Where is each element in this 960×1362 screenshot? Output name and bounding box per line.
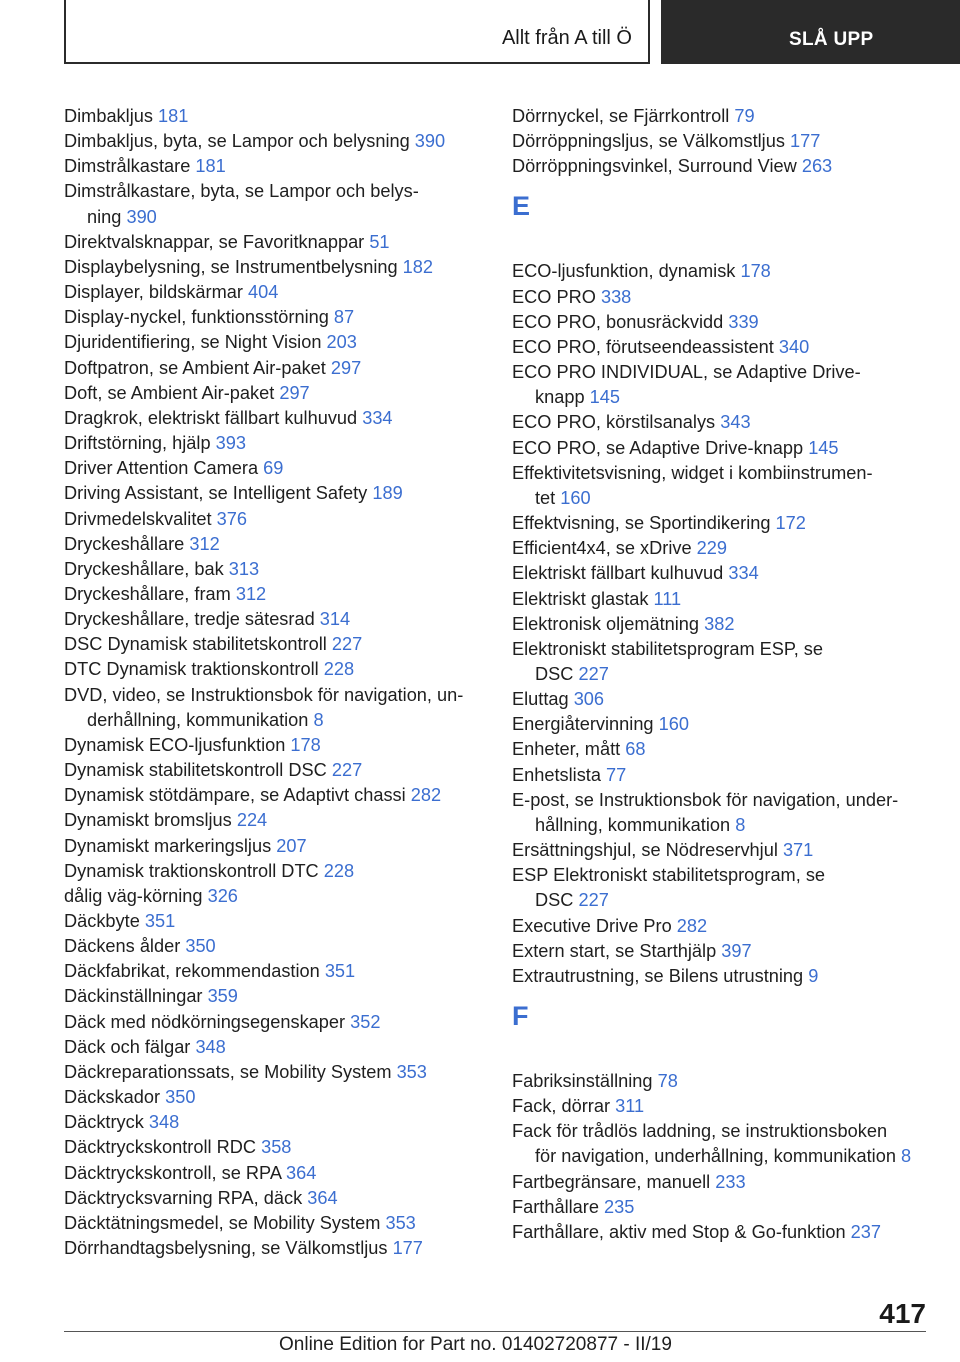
edition-text: Online Edition for Part no. 01402720877 - II/19 <box>279 1334 672 1355</box>
index-entry <box>64 1161 484 1186</box>
page-reference-link[interactable]: 145 <box>808 437 839 458</box>
page-reference-link[interactable]: 371 <box>782 840 814 861</box>
index-entry <box>512 612 932 637</box>
page-reference-link[interactable]: 350 <box>185 936 216 957</box>
page-reference-link[interactable]: 364 <box>307 1187 338 1208</box>
index-entry <box>512 285 932 310</box>
index-entry <box>512 461 932 511</box>
index-entry-text: Eluttag <box>512 689 569 710</box>
index-entry <box>64 1010 484 1035</box>
index-entry <box>512 335 932 360</box>
page-reference-link[interactable]: 203 <box>326 332 357 353</box>
index-entry-text: ECO PRO, se Adaptive Drive-knapp <box>512 437 804 458</box>
index-entry-text: Däck med nödkörningsegenskaper <box>64 1011 346 1032</box>
page-reference-link[interactable]: 228 <box>323 659 355 680</box>
index-entry-text: Fack för trådlös laddning, se instruktionsboken <box>512 1121 888 1142</box>
index-entry-text: Driftstörning, hjälp <box>64 433 211 454</box>
index-entry-text: Extrautrustning, se Bilens utrustning <box>512 965 804 986</box>
page-reference-link[interactable]: 8 <box>313 709 324 730</box>
page-reference-link[interactable]: 181 <box>195 156 226 177</box>
index-entry-text: Däcktryckskontroll RDC <box>64 1137 257 1158</box>
index-entry <box>512 1094 932 1119</box>
page-reference-link[interactable]: 339 <box>728 311 759 332</box>
index-entry-text: DSC <box>535 890 574 911</box>
index-entry <box>64 381 484 406</box>
index-entry-text: Dryckeshållare, bak <box>64 558 224 579</box>
index-entry <box>512 737 932 762</box>
index-entry-text: Drivmedelskvalitet <box>64 508 212 529</box>
index-entry-text: Display-nyckel, funktionsstörning <box>64 307 329 328</box>
index-entry <box>512 1195 932 1220</box>
index-entry-text: DVD, video, se Instruktionsbok för navigation, un- <box>64 684 464 705</box>
page-reference-link[interactable]: 314 <box>319 609 351 630</box>
page-reference-link[interactable]: 353 <box>385 1212 416 1233</box>
page-reference-link[interactable]: 348 <box>195 1036 226 1057</box>
index-entry <box>64 1085 484 1110</box>
index-entry-text: Dragkrok, elektriskt fällbart kulhuvud <box>64 407 358 428</box>
page-reference-link[interactable]: 177 <box>392 1238 423 1259</box>
index-entry-text: Däckskador <box>64 1087 161 1108</box>
index-entry-text: Energiåtervinning <box>512 714 654 735</box>
page-reference-link[interactable]: 189 <box>372 483 403 504</box>
index-entry <box>64 481 484 506</box>
index-entry <box>64 507 484 532</box>
index-entry <box>512 259 932 284</box>
index-entry <box>64 230 484 255</box>
index-entry <box>64 959 484 984</box>
index-entry <box>64 1110 484 1135</box>
page-reference-link[interactable]: 227 <box>331 760 363 781</box>
index-entry-text: Däckbyte <box>64 911 140 931</box>
index-entry-text: Dörröppningsvinkel, Surround View <box>512 156 797 177</box>
index-entry-text: Däcktätningsmedel, se Mobility System <box>64 1212 381 1233</box>
index-column-left <box>64 104 484 1261</box>
page-reference-link[interactable]: 353 <box>396 1061 427 1082</box>
index-entry <box>64 431 484 456</box>
page-reference-link[interactable]: 78 <box>657 1071 678 1091</box>
index-entry <box>64 532 484 557</box>
page-reference-link[interactable]: 263 <box>801 156 833 177</box>
page-reference-link[interactable]: 351 <box>144 911 176 931</box>
index-entry <box>512 763 932 788</box>
page-reference-link[interactable]: 227 <box>578 663 609 684</box>
az-index-tab-label: Allt från A till Ö <box>501 27 632 49</box>
index-entry-text: Ersättningshjul, se Nödreservhjul <box>512 840 778 861</box>
page-reference-link[interactable]: 282 <box>676 915 708 936</box>
page-reference-link[interactable]: 69 <box>263 458 284 479</box>
index-entry-text: ESP Elektroniskt stabilitetsprogram, se <box>512 865 826 886</box>
index-entry-text: Doft, se Ambient Air-paket <box>64 382 275 403</box>
page-reference-link[interactable]: 160 <box>658 714 689 735</box>
index-entry <box>64 356 484 381</box>
page-reference-link[interactable]: 297 <box>330 357 362 378</box>
index-entry <box>64 632 484 657</box>
index-entry <box>64 1035 484 1060</box>
index-entry-text: hållning, kommunikation <box>535 814 731 835</box>
page-reference-link[interactable]: 145 <box>589 387 620 408</box>
index-entry-text: Däcktrycksvarning RPA, däck <box>64 1187 303 1208</box>
index-entry-text: DSC <box>535 663 574 684</box>
index-entry <box>64 179 484 229</box>
section-letter-heading: E <box>512 191 531 222</box>
index-entry <box>64 934 484 959</box>
index-entry <box>64 909 484 934</box>
page-reference-link[interactable]: 233 <box>715 1171 746 1192</box>
page-reference-link[interactable]: 111 <box>653 588 682 609</box>
index-entry-text: ECO PRO, bonusräckvidd <box>512 311 724 332</box>
index-entry <box>512 1170 932 1195</box>
index-entry-text: Enheter, mått <box>512 739 621 760</box>
page-reference-link[interactable]: 8 <box>735 814 746 835</box>
section-spacer <box>512 233 932 259</box>
index-entry <box>512 410 932 435</box>
page-reference-link[interactable]: 313 <box>228 558 260 579</box>
index-entry <box>64 1060 484 1085</box>
index-entry-text: Direktvalsknappar, se Favoritknappar <box>64 231 365 252</box>
page-reference-link[interactable]: 376 <box>216 508 247 529</box>
index-entry <box>64 557 484 582</box>
page-reference-link[interactable]: 297 <box>279 382 310 403</box>
section-spacer <box>512 1043 932 1069</box>
index-entry <box>512 838 932 863</box>
index-entry-text: ECO PRO, förutseendeassistent <box>512 336 774 357</box>
index-entry-text: Dynamiskt bromsljus <box>64 810 232 831</box>
index-entry-text: Elektriskt glastak <box>512 588 649 609</box>
page-reference-link[interactable]: 227 <box>578 890 609 911</box>
index-entry <box>512 104 932 129</box>
index-entry-text: för navigation, underhållning, kommunikation <box>535 1146 896 1167</box>
index-entry-text: Dynamiskt markeringsljus <box>64 835 272 856</box>
page-reference-link[interactable]: 160 <box>560 487 591 508</box>
page-reference-link[interactable]: 79 <box>734 106 755 126</box>
index-entry-text: Doftpatron, se Ambient Air-paket <box>64 357 326 378</box>
index-entry <box>512 360 932 410</box>
index-entry <box>64 683 484 733</box>
index-entry <box>64 255 484 280</box>
index-entry-text: Dryckeshållare, fram <box>64 583 231 604</box>
page-reference-link[interactable]: 358 <box>261 1137 292 1158</box>
page-reference-link[interactable]: 393 <box>215 433 246 454</box>
index-entry <box>512 436 932 461</box>
index-entry <box>512 1220 932 1245</box>
index-entry <box>512 687 932 712</box>
az-index-tab[interactable] <box>64 0 650 64</box>
index-entry <box>512 914 932 939</box>
index-entry-text: Executive Drive Pro <box>512 915 672 936</box>
index-entry-text: Dörrhandtagsbelysning, se Välkomstljus <box>64 1238 388 1259</box>
index-entry <box>64 733 484 758</box>
index-entry <box>64 783 484 808</box>
page-reference-link[interactable]: 338 <box>600 286 632 307</box>
index-entry-text: Displaybelysning, se Instrumentbelysning <box>64 256 398 277</box>
index-entry-text: Dörrnyckel, se Fjärrkontroll <box>512 106 730 126</box>
index-entry-text: DTC Dynamisk traktionskontroll <box>64 659 319 680</box>
index-entry-text: Dynamisk stabilitetskontroll DSC <box>64 760 327 781</box>
page-reference-link[interactable]: 306 <box>573 689 605 710</box>
index-entry <box>512 939 932 964</box>
index-entry <box>64 758 484 783</box>
index-entry-text: Driver Attention Camera <box>64 458 259 479</box>
page-reference-link[interactable]: 352 <box>350 1011 381 1032</box>
index-entry-text: tet <box>535 487 556 508</box>
page-reference-link[interactable]: 390 <box>126 206 157 227</box>
index-entry-text: knapp <box>535 387 585 408</box>
page-reference-link[interactable]: 51 <box>369 231 390 252</box>
index-entry-text: Farthållare, aktiv med Stop & Go-funktion <box>512 1221 846 1242</box>
page-reference-link[interactable]: 359 <box>207 986 238 1007</box>
index-entry <box>64 582 484 607</box>
page-reference-link[interactable]: 9 <box>808 965 819 986</box>
index-entry <box>64 1236 484 1261</box>
index-entry-text: Dimbakljus <box>64 106 153 126</box>
page-reference-link[interactable]: 178 <box>290 734 321 755</box>
index-entry-text: ECO PRO, körstilsanalys <box>512 412 716 433</box>
page-reference-link[interactable]: 390 <box>414 131 446 152</box>
index-entry-text: Däcktryck <box>64 1112 144 1133</box>
index-entry-text: Elektronisk oljemätning <box>512 613 700 634</box>
index-entry-text: Dörröppningsljus, se Välkomstljus <box>512 131 785 152</box>
page-reference-link[interactable]: 350 <box>165 1087 196 1108</box>
index-entry <box>512 310 932 335</box>
index-entry <box>512 587 932 612</box>
index-entry-text: Efficient4x4, se xDrive <box>512 538 692 559</box>
index-entry-text: ECO PRO <box>512 286 596 307</box>
index-entry-text: Extern start, se Starthjälp <box>512 940 717 961</box>
page-reference-link[interactable]: 8 <box>901 1146 912 1167</box>
page-reference-link[interactable]: 224 <box>236 810 268 831</box>
index-entry-text: DSC Dynamisk stabilitetskontroll <box>64 634 327 655</box>
index-entry-text: Dynamisk stötdämpare, se Adaptivt chassi <box>64 785 406 806</box>
index-entry <box>64 834 484 859</box>
index-entry-text: Elektroniskt stabilitetsprogram ESP, se <box>512 638 824 659</box>
index-entry <box>512 154 932 179</box>
index-entry <box>64 406 484 431</box>
index-entry <box>64 456 484 481</box>
index-entry <box>64 884 484 909</box>
page-reference-link[interactable]: 312 <box>235 583 267 604</box>
index-entry-text: Däckreparationssats, se Mobility System <box>64 1061 392 1082</box>
page-reference-link[interactable]: 397 <box>721 940 752 961</box>
page-reference-link[interactable]: 227 <box>331 634 363 655</box>
index-entry <box>64 129 484 154</box>
page-reference-link[interactable]: 68 <box>625 739 646 760</box>
index-entry <box>64 305 484 330</box>
index-column-right <box>512 104 932 1245</box>
index-entry-text: Dimbakljus, byta, se Lampor och belysning <box>64 131 410 152</box>
index-entry-text: ECO PRO INDIVIDUAL, se Adaptive Drive- <box>512 362 861 383</box>
index-entry <box>512 511 932 536</box>
index-entry <box>64 104 484 129</box>
footer-divider <box>64 1331 926 1332</box>
page-reference-link[interactable]: 382 <box>704 613 735 634</box>
index-entry <box>512 536 932 561</box>
index-entry-text: Dimstrålkastare, byta, se Lampor och belys- <box>64 181 419 202</box>
index-entry <box>64 1211 484 1236</box>
page-reference-link[interactable]: 237 <box>850 1221 882 1242</box>
index-entry-text: ECO-ljusfunktion, dynamisk <box>512 261 736 282</box>
index-entry-text: Dynamisk traktionskontroll DTC <box>64 860 319 881</box>
index-entry-text: Fartbegränsare, manuell <box>512 1171 711 1192</box>
index-entry-text: Däckens ålder <box>64 936 181 957</box>
page-reference-link[interactable]: 282 <box>410 785 442 806</box>
page-reference-link[interactable]: 87 <box>333 307 355 328</box>
index-entry-text: Djuridentifiering, se Night Vision <box>64 332 322 353</box>
index-entry <box>512 561 932 586</box>
index-entry-text: Fack, dörrar <box>512 1096 611 1117</box>
index-entry-text: dålig väg-körning <box>64 885 203 906</box>
index-entry-text: E-post, se Instruktionsbok för navigation, under- <box>512 789 899 810</box>
page-reference-link[interactable]: 340 <box>778 336 810 357</box>
index-entry <box>64 984 484 1009</box>
index-entry-text: Däckfabrikat, rekommendastion <box>64 961 320 982</box>
page-reference-link[interactable]: 207 <box>276 835 307 856</box>
index-entry <box>64 280 484 305</box>
index-entry <box>512 1069 932 1094</box>
page-reference-link[interactable]: 178 <box>740 261 771 282</box>
index-entry <box>512 964 932 989</box>
page-reference-link[interactable]: 404 <box>247 282 279 303</box>
page-reference-link[interactable]: 326 <box>207 885 238 906</box>
index-entry-text: Effektivitetsvisning, widget i kombiinstrumen- <box>512 462 873 483</box>
index-entry-text: Enhetslista <box>512 764 601 785</box>
index-entry-text: Farthållare <box>512 1196 599 1217</box>
index-entry <box>512 1119 932 1169</box>
index-entry <box>64 1186 484 1211</box>
section-letter-heading: F <box>512 1001 529 1031</box>
index-entry <box>64 657 484 682</box>
index-entry-text: Dimstrålkastare <box>64 156 191 177</box>
index-entry <box>512 863 932 913</box>
page-reference-link[interactable]: 348 <box>148 1112 180 1133</box>
index-entry-text: Dryckeshållare <box>64 533 185 554</box>
page-reference-link[interactable]: 177 <box>790 131 821 152</box>
search-tab[interactable] <box>661 0 960 64</box>
page-reference-link[interactable]: 235 <box>604 1196 635 1217</box>
index-entry <box>512 637 932 687</box>
page-reference-link[interactable]: 311 <box>615 1096 645 1117</box>
page-reference-link[interactable]: 182 <box>402 256 434 277</box>
index-entry <box>512 788 932 838</box>
index-entry <box>64 859 484 884</box>
index-entry-text: Displayer, bildskärmar <box>64 282 243 303</box>
index-entry <box>64 154 484 179</box>
page-number: 417 <box>879 1298 926 1329</box>
page-reference-link[interactable]: 181 <box>158 106 189 126</box>
index-entry-text: Däckinställningar <box>64 986 203 1007</box>
index-entry <box>64 607 484 632</box>
page-reference-link[interactable]: 312 <box>189 533 220 554</box>
index-entry-text: Dryckeshållare, tredje sätesrad <box>64 609 315 630</box>
page-reference-link[interactable]: 343 <box>720 412 751 433</box>
index-entry <box>512 129 932 154</box>
page-reference-link[interactable]: 172 <box>775 513 806 534</box>
search-tab-label: SLÅ UPP <box>789 29 874 50</box>
page-reference-link[interactable]: 77 <box>606 764 627 785</box>
page-reference-link[interactable]: 228 <box>323 860 355 881</box>
index-entry-text: Effektvisning, se Sportindikering <box>512 513 771 534</box>
index-entry <box>64 330 484 355</box>
index-entry <box>64 808 484 833</box>
index-entry-text: Elektriskt fällbart kulhuvud <box>512 563 724 584</box>
index-entry-text: derhållning, kommunikation <box>87 709 309 730</box>
page-reference-link[interactable]: 334 <box>728 563 759 584</box>
index-entry <box>512 712 932 737</box>
index-entry-text: ning <box>87 206 122 227</box>
index-entry-text: Däck och fälgar <box>64 1036 191 1057</box>
index-entry-text: Dynamisk ECO-ljusfunktion <box>64 734 286 755</box>
index-entry-text: Driving Assistant, se Intelligent Safety <box>64 483 368 504</box>
page-reference-link[interactable]: 334 <box>362 407 393 428</box>
page-reference-link[interactable]: 229 <box>696 538 728 559</box>
index-entry-text: Fabriksinställning <box>512 1071 653 1091</box>
index-entry <box>64 1135 484 1160</box>
page-reference-link[interactable]: 351 <box>324 961 356 982</box>
index-entry-text: Däcktryckskontroll, se RPA <box>64 1162 281 1183</box>
page-reference-link[interactable]: 364 <box>286 1162 317 1183</box>
